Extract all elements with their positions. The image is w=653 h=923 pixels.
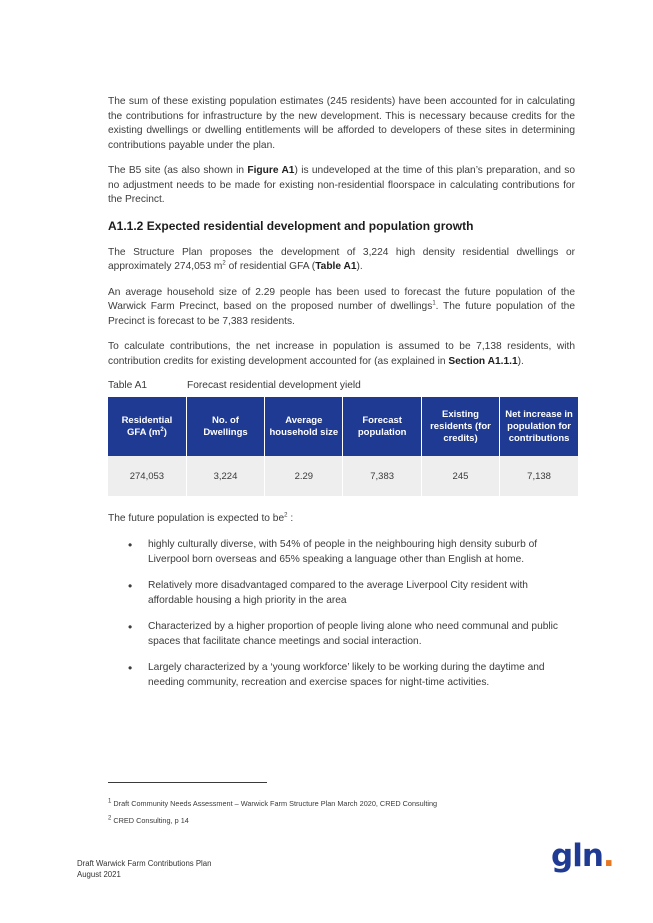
table-title: Forecast residential development yield xyxy=(187,380,361,391)
footnote-ref: 2 xyxy=(284,512,288,519)
text-span: An average household size of 2.29 people has been used to forecast the future population of the Warwick Farm Precinct, based on the proposed number of dwellings xyxy=(108,286,575,312)
table-row xyxy=(108,456,578,496)
future-population-intro xyxy=(108,512,575,526)
superscript: 2 xyxy=(160,426,164,433)
table-header-row xyxy=(108,397,578,456)
list-item-text: Largely characterized by a ‘young workforce’ likely to be working during the daytime and needing community, recreation and exercise spaces for night-time activities. xyxy=(148,662,545,688)
text-span: : xyxy=(287,513,294,524)
footnote-2 xyxy=(108,816,189,826)
footnote-divider xyxy=(108,782,267,783)
bullet-list xyxy=(108,538,575,690)
header-forecast-population: Forecast population xyxy=(343,397,421,456)
header-household-size: Average household size xyxy=(265,397,343,456)
text-span: ) xyxy=(163,426,167,438)
table-cell: 7,138 xyxy=(500,456,578,496)
footnote-number: 1 xyxy=(108,798,112,805)
text-span: To calculate contributions, the net increase in population is assumed to be 7,138 residents, with contribution credits for existing development accounted for (as explained in xyxy=(108,341,575,367)
table-caption xyxy=(108,380,575,391)
text-span: . The future population of the Precinct is forecast to be 7,383 residents. xyxy=(108,301,575,327)
bullet-icon: • xyxy=(128,538,133,552)
figure-reference: Figure A1 xyxy=(247,165,295,176)
footnote-1 xyxy=(108,799,437,809)
superscript: 2 xyxy=(222,260,226,267)
section-heading: A1.1.2 Expected residential development and population growth xyxy=(108,218,474,233)
main-content xyxy=(108,95,575,702)
footer-date: August 2021 xyxy=(77,869,121,879)
forecast-table xyxy=(108,397,578,496)
header-dwellings: No. of Dwellings xyxy=(186,397,264,456)
table-cell: 274,053 xyxy=(108,456,186,496)
footnote-text: CRED Consulting, p 14 xyxy=(111,816,189,825)
table-cell: 2.29 xyxy=(265,456,343,496)
list-item xyxy=(108,661,575,690)
paragraph-net-increase xyxy=(108,340,575,369)
table-reference: Table A1 xyxy=(315,261,357,272)
footer-title: Draft Warwick Farm Contributions Plan xyxy=(77,859,212,868)
paragraph-population-estimates: The sum of these existing population estimates (245 residents) have been accounted for in calculating the contributions for infrastructure by the new development. This is necessary because credits for the existing dwellings or dwelling entitlements will be afforded to developers of these sites in determining contributions payable under the plan. xyxy=(108,96,575,151)
footnote-number: 2 xyxy=(108,815,112,822)
paragraph-b5-site xyxy=(108,164,575,208)
text-span: The B5 site (as also shown in xyxy=(108,165,248,176)
page-footer xyxy=(77,859,211,880)
bullet-icon: • xyxy=(128,579,133,593)
logo-dot: . xyxy=(602,838,614,874)
text-span: ) is undeveloped at the time of this plan’s preparation, and so no adjustment needs to be made for existing non-residential floorspace in calculating contributions for the Precinct. xyxy=(108,165,575,205)
text-span: ). xyxy=(356,261,363,272)
text-span: Residential GFA (m xyxy=(121,414,173,438)
list-item xyxy=(108,538,575,567)
footnote-ref: 1 xyxy=(432,300,436,307)
text-span: The future population is expected to be xyxy=(108,513,285,524)
text-span: of residential GFA ( xyxy=(225,261,316,272)
gln-logo xyxy=(551,838,614,874)
table-cell: 3,224 xyxy=(186,456,264,496)
table-label: Table A1 xyxy=(108,380,148,391)
text-span: The Structure Plan proposes the development of 3,224 high density residential dwellings or approximately 274,053 m xyxy=(108,246,575,272)
logo-text: gln xyxy=(551,838,603,874)
list-item-text: Relatively more disadvantaged compared to the average Liverpool City resident with affordable housing a high priority in the area xyxy=(148,580,528,606)
table-cell: 245 xyxy=(421,456,499,496)
bullet-icon: • xyxy=(128,661,133,675)
list-item-text: highly culturally diverse, with 54% of people in the neighbouring high density suburb of Liverpool born overseas and 65% speaking a language other than English at home. xyxy=(148,539,538,565)
table-cell: 7,383 xyxy=(343,456,421,496)
list-item-text: Characterized by a higher proportion of people living alone who need communal and public spaces that facilitate chance meetings and social interaction. xyxy=(148,621,559,647)
section-reference: Section A1.1.1 xyxy=(448,355,518,367)
header-existing-residents: Existing residents (for credits) xyxy=(421,397,499,456)
header-net-increase: Net increase in population for contributions xyxy=(500,397,578,456)
list-item xyxy=(108,579,575,608)
footnote-text: Draft Community Needs Assessment – Warwick Farm Structure Plan March 2020, CRED Consulting xyxy=(111,799,438,808)
paragraph-structure-plan xyxy=(108,246,575,275)
list-item xyxy=(108,620,575,649)
paragraph-household-size xyxy=(108,286,575,330)
header-residential-gfa xyxy=(108,397,186,456)
text-span: ). xyxy=(517,355,524,367)
bullet-icon: • xyxy=(128,620,133,634)
